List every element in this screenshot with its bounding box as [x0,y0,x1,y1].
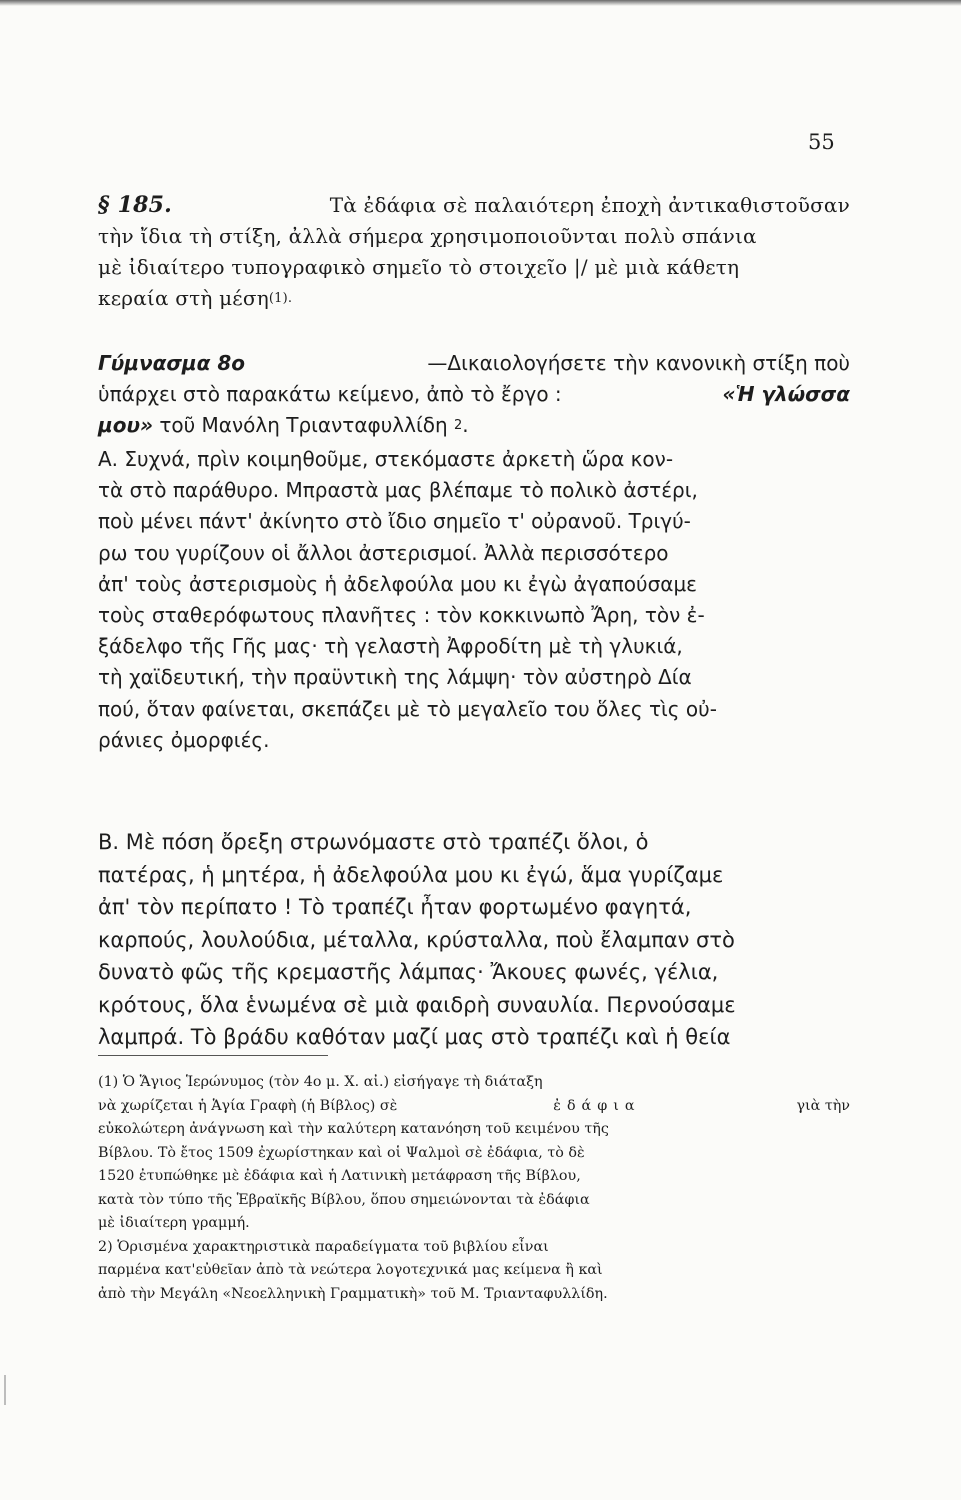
footnote-1-line: γιὰ τὴν [796,1097,850,1114]
page-number: 55 [808,130,835,154]
passage-line: τὴ χαϊδευτική, τὴν πραϋντικὴ της λάμψη· τὸν αὐστηρὸ Δία [98,665,692,690]
footnote-spaced-word: ἐδάφια [553,1097,641,1114]
footnote-1-line: (1) Ὁ Ἅγιος Ἱερώνυμος (τὸν 4ο μ. Χ. αἰ.) εἰσήγαγε τὴ διάταξη [98,1074,543,1090]
footnote-ref-2: 2 [454,418,463,433]
footnote-1-line: 1520 ἐτυπώθηκε μὲ ἐδάφια καὶ ἡ Λατινικὴ μετάφραση τῆς Βίβλου, [98,1168,581,1184]
footnote-1-line: μὲ ἰδιαίτερη γραμμή. [98,1215,250,1231]
passage-line: λαμπρά. Τὸ βράδυ καθόταν μαζί μας στὸ τραπέζι καὶ ἡ θεία [98,1025,731,1049]
passage-a [98,444,850,756]
section-line: μὲ ἰδιαίτερο τυπογραφικὸ σημεῖο τὸ στοιχεῖο |/ μὲ μιὰ κάθετη [98,255,740,279]
footnotes [98,1071,850,1306]
exercise-heading [98,348,850,441]
book-title: «Ἡ γλώσσα [722,382,850,406]
book-title: μου» [98,413,153,437]
footnote-1-line: νὰ χωρίζεται ἡ Ἁγία Γραφὴ (ἡ Βίβλος) σὲ [98,1097,398,1114]
passage-b [98,826,850,1054]
footnote-ref-1: (1). [268,291,293,306]
section-line: τὴν ἴδια τὴ στίξη, ἀλλὰ σήμερα χρησιμοποιοῦνται πολὺ σπάνια [98,224,757,248]
passage-line: ρω του γυρίζουν οἱ ἄλλοι ἀστερισμοί. Ἀλλὰ περισσότερο [98,540,669,565]
passage-line: δυνατὸ φῶς τῆς κρεμαστῆς λάμπας· Ἄκουες φωνές, γέλια, [98,960,719,984]
passage-line: ξάδελφο τῆς Γῆς μας· τὴ γελαστὴ Ἀφροδίτη μὲ τὴ γλυκιά, [98,634,683,659]
footnote-2-line: ἀπὸ τὴν Μεγάλη «Νεοελληνικὴ Γραμματικὴ» τοῦ Μ. Τριανταφυλλίδη. [98,1285,608,1302]
section-number: § 185. [98,192,172,218]
footnote-divider [98,1055,328,1056]
passage-line: τοὺς σταθερόφωτους πλανῆτες : τὸν κοκκινωπὸ Ἄρη, τὸν ἐ- [98,603,705,628]
passage-line: ἀπ' τὸν περίπατο ! Τὸ τραπέζι ἦταν φορτωμένο φαγητά, [98,895,692,919]
passage-line: Α. Συχνά, πρὶν κοιμηθοῦμε, στεκόμαστε ἀρκετὴ ὥρα κον- [98,447,674,471]
passage-line: ἀπ' τοὺς ἀστερισμοὺς ἡ ἀδελφούλα μου κι ἐγὼ ἀγαπούσαμε [98,571,697,596]
passage-line: Β. Μὲ πόση ὄρεξη στρωνόμαστε στὸ τραπέζι ὅλοι, ὁ [98,830,649,854]
passage-line: ποὺ μένει πάντ' ἀκίνητο στὸ ἴδιο σημεῖο τ' οὐρανοῦ. Τριγύ- [98,509,691,534]
footnote-2-line: 2) Ὁρισμένα χαρακτηριστικὰ παραδείγματα τοῦ βιβλίου εἶναι [98,1238,549,1255]
section-185 [98,190,850,314]
footnote-1-line: κατὰ τὸν τύπο τῆς Ἑβραϊκῆς Βίβλου, ὅπου σημειώνονται τὰ ἐδάφια [98,1191,590,1208]
exercise-line: ὑπάρχει στὸ παρακάτω κείμενο, ἀπὸ τὸ ἔργο : [98,382,562,406]
exercise-line: . [462,413,469,437]
passage-line: τὰ στὸ παράθυρο. Μπραστὰ μας βλέπαμε τὸ πολικὸ ἀστέρι, [98,478,698,503]
scan-top-edge [0,0,961,6]
scan-artifact [4,1375,6,1405]
exercise-line: τοῦ Μανόλη Τριανταφυλλίδη [159,413,448,437]
passage-line: καρπούς, λουλούδια, μέταλλα, κρύσταλλα, ποὺ ἔλαμπαν στὸ [98,927,735,952]
section-line: κεραία στὴ μέση [98,286,269,310]
section-line: Τὰ ἐδάφια σὲ παλαιότερη ἐποχὴ ἀντικαθιστοῦσαν [329,193,850,217]
passage-line: κρότους, ὅλα ἑνωμένα σὲ μιὰ φαιδρὴ συναυλία. Περνούσαμε [98,992,736,1017]
exercise-label: Γύμνασμα 8ο [98,351,245,375]
exercise-line: —Δικαιολογήσετε τὴν κανονικὴ στίξη ποὺ [427,351,850,375]
passage-line: πού, ὅταν φαίνεται, σκεπάζει μὲ τὸ μεγαλεῖο του ὅλες τὶς οὐ- [98,696,717,721]
footnote-1-line: Βίβλου. Τὸ ἔτος 1509 ἐχωρίστηκαν καὶ οἱ Ψαλμοὶ σὲ ἐδάφια, τὸ δὲ [98,1144,585,1161]
passage-line: πατέρας, ἡ μητέρα, ἡ ἀδελφούλα μου κι ἐγώ, ἅμα γυρίζαμε [98,862,724,887]
passage-line: ράνιες ὀμορφιές. [98,727,270,752]
footnote-2-line: παρμένα κατ'εὐθεῖαν ἀπὸ τὰ νεώτερα λογοτεχνικά μας κείμενα ἢ καὶ [98,1262,603,1278]
footnote-1-line: εὐκολώτερη ἀνάγνωση καὶ τὴν καλύτερη κατανόηση τοῦ κειμένου τῆς [98,1121,609,1137]
